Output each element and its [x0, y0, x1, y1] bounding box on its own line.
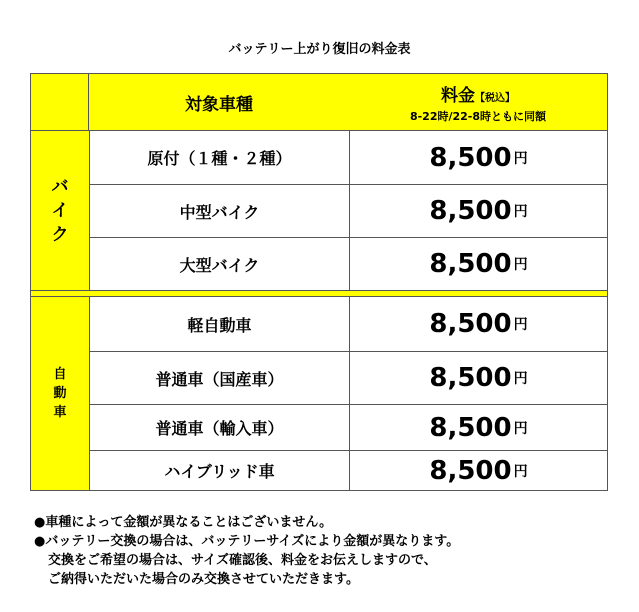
table-row-price	[350, 297, 607, 351]
price-value: 8,500	[429, 412, 512, 443]
group-label-char: 車	[53, 405, 67, 420]
note-line: 交換をご希望の場合は、サイズ確認後、料金をお伝えしますので、	[48, 553, 437, 568]
price-unit: 円	[513, 204, 528, 220]
page-title: バッテリー上がり復旧の料金表	[228, 42, 411, 57]
price-value: 8,500	[429, 249, 512, 279]
note-line: ●バッテリー交換の場合は、バッテリーサイズにより金額が異なります。	[34, 534, 460, 549]
header-price-note: 8-22時/22-8時ともに同額	[409, 109, 547, 123]
header-price	[349, 74, 607, 130]
group-label-car	[31, 297, 89, 490]
note-line: ご納得いただいた場合のみ交換させていただきます。	[48, 572, 359, 587]
price-value: 8,500	[429, 196, 512, 226]
header-corner	[31, 74, 89, 130]
table-row-price	[350, 405, 607, 450]
table-row-price	[350, 352, 607, 404]
table-row-price	[350, 451, 607, 490]
price-table	[30, 73, 608, 491]
price-unit: 円	[513, 150, 528, 167]
price-unit: 円	[513, 420, 528, 437]
group-label-char: 動	[53, 386, 67, 401]
notes	[34, 513, 459, 589]
table-row-price	[350, 185, 607, 237]
header-tax-label: 【税込】	[475, 92, 515, 104]
table-row-price	[350, 238, 607, 290]
price-value: 8,500	[429, 142, 512, 173]
price-value: 8,500	[429, 455, 512, 486]
table-row-name: 普通車（国産車）	[155, 369, 284, 389]
group-label-bike	[31, 131, 89, 290]
price-unit: 円	[513, 257, 528, 273]
table-row-name: 大型バイク	[179, 255, 260, 275]
price-value: 8,500	[429, 363, 512, 393]
price-unit: 円	[513, 463, 528, 480]
table-row-name: 中型バイク	[179, 202, 260, 222]
note-line: ●車種によって金額が異なることはございません。	[34, 515, 333, 530]
group-label-char: ク	[51, 224, 69, 245]
price-unit: 円	[513, 371, 528, 387]
header-vehicle-type: 対象車種	[89, 74, 349, 130]
table-row-name: 軽自動車	[187, 315, 252, 335]
price-unit: 円	[513, 317, 528, 333]
header-price-label: 料金	[441, 85, 475, 106]
group-label-char: 自	[53, 367, 67, 382]
group-label-char: イ	[51, 200, 69, 221]
table-row-price	[350, 131, 607, 184]
header-price-title	[441, 81, 515, 106]
table-row-name: 普通車（輸入車）	[155, 419, 284, 438]
group-label-char: バ	[51, 176, 69, 197]
table-row-name: 原付（１種・２種）	[147, 149, 292, 168]
table-row-name: ハイブリッド車	[164, 462, 275, 481]
price-value: 8,500	[429, 309, 512, 339]
